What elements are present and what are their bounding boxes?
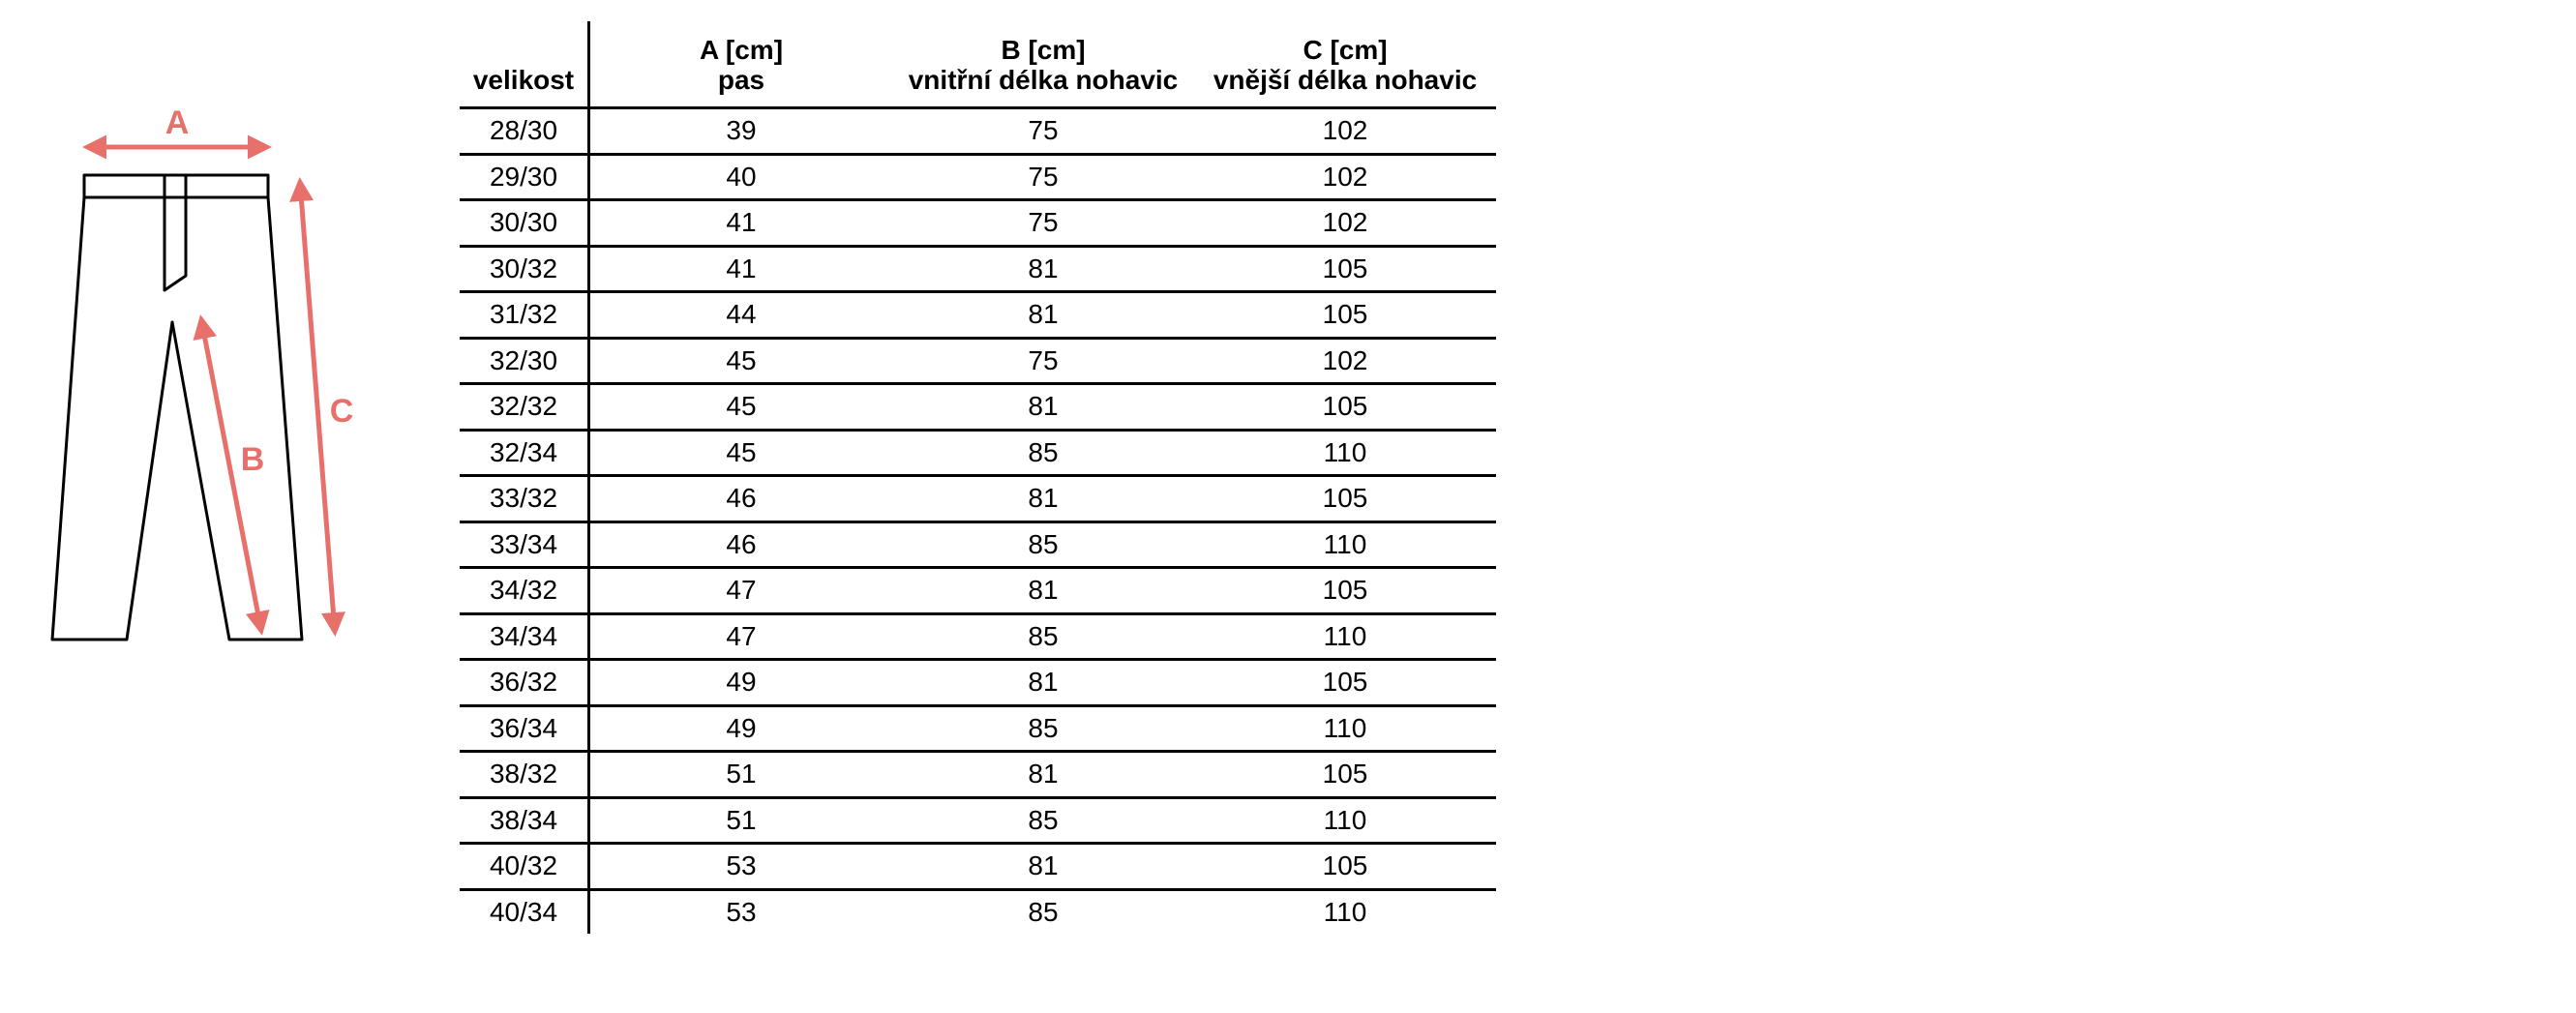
cell-c: 110 (1194, 705, 1496, 752)
cell-a: 53 (726, 896, 757, 927)
cell-c: 105 (1194, 246, 1496, 292)
cell-a: 41 (589, 200, 893, 247)
cell-a: 49 (589, 705, 893, 752)
header-a-subtitle: pas (717, 65, 765, 95)
table-row (460, 246, 1496, 292)
table-row (460, 338, 1496, 384)
header-b-title: B [cm] (1001, 35, 1086, 65)
cell-c: 105 (1194, 384, 1496, 431)
cell-b: 81 (892, 844, 1194, 890)
cell-b: 81 (892, 246, 1194, 292)
cell-a: 41 (589, 246, 893, 292)
cell-a: 45 (589, 338, 893, 384)
cell-b: 85 (892, 613, 1194, 660)
cell-size: 32/30 (460, 338, 589, 384)
table-row (460, 844, 1496, 890)
cell-size: 34/32 (460, 568, 589, 614)
cell-size: 38/34 (460, 797, 589, 844)
cell-size: 30/32 (460, 246, 589, 292)
header-b (892, 21, 1194, 108)
table-row (460, 292, 1496, 339)
header-size-label: velikost (472, 65, 575, 95)
cell-c: 110 (1323, 896, 1367, 927)
header-c-subtitle: vnější délka nohavic (1213, 65, 1478, 95)
table-row (460, 521, 1496, 568)
table-row (460, 613, 1496, 660)
cell-c: 105 (1194, 292, 1496, 339)
cell-b: 75 (892, 108, 1194, 155)
header-size (460, 21, 589, 108)
size-table (460, 21, 1496, 934)
cell-c: 105 (1194, 476, 1496, 522)
table-row (460, 797, 1496, 844)
cell-size: 32/34 (460, 430, 589, 476)
cell-b: 81 (892, 292, 1194, 339)
cell-a: 45 (589, 430, 893, 476)
cell-b: 85 (892, 705, 1194, 752)
label-c: C (329, 393, 354, 430)
table-row (460, 384, 1496, 431)
table-row (460, 660, 1496, 706)
cell-a: 47 (589, 568, 893, 614)
cell-a: 39 (589, 108, 893, 155)
label-a: A (165, 104, 190, 141)
cell-b: 81 (892, 568, 1194, 614)
cell-b: 81 (892, 476, 1194, 522)
cell-c: 102 (1194, 200, 1496, 247)
cell-b: 81 (892, 660, 1194, 706)
cell-b: 75 (892, 338, 1194, 384)
cell-a: 47 (589, 613, 893, 660)
cell-b: 85 (892, 430, 1194, 476)
cell-size: 36/34 (460, 705, 589, 752)
table-row (460, 476, 1496, 522)
table-body (460, 108, 1496, 935)
cell-size: 38/32 (460, 752, 589, 798)
header-a (589, 21, 893, 108)
cell-b: 85 (892, 797, 1194, 844)
cell-size: 29/30 (460, 154, 589, 200)
pants-measurement-diagram (0, 0, 426, 697)
cell-a: 46 (589, 521, 893, 568)
cell-c: 102 (1194, 338, 1496, 384)
cell-size: 40/32 (460, 844, 589, 890)
cell-size: 33/34 (460, 521, 589, 568)
table-row (460, 705, 1496, 752)
cell-c: 105 (1194, 660, 1496, 706)
cell-c: 110 (1194, 521, 1496, 568)
cell-c: 105 (1194, 568, 1496, 614)
cell-c: 102 (1194, 154, 1496, 200)
table-row (460, 154, 1496, 200)
cell-b: 81 (892, 384, 1194, 431)
cell-a: 44 (589, 292, 893, 339)
table-row (460, 889, 1496, 934)
cell-size: 36/32 (460, 660, 589, 706)
cell-c: 105 (1194, 752, 1496, 798)
cell-size: 30/30 (460, 200, 589, 247)
pants-outline-icon (52, 175, 302, 640)
table-row (460, 430, 1496, 476)
cell-size: 40/34 (460, 889, 589, 934)
cell-b: 85 (892, 521, 1194, 568)
table-row (460, 108, 1496, 155)
label-b: B (240, 441, 265, 478)
header-b-subtitle: vnitřní délka nohavic (908, 65, 1179, 95)
cell-size: 28/30 (460, 108, 589, 155)
cell-c: 110 (1194, 430, 1496, 476)
table-row (460, 752, 1496, 798)
cell-size: 34/34 (460, 613, 589, 660)
cell-a: 53 (589, 844, 893, 890)
cell-c: 102 (1194, 108, 1496, 155)
table-header-row (460, 21, 1496, 108)
header-a-title: A [cm] (699, 35, 784, 65)
cell-a: 49 (589, 660, 893, 706)
cell-c: 110 (1194, 613, 1496, 660)
cell-a: 45 (589, 384, 893, 431)
cell-a: 51 (589, 752, 893, 798)
cell-a: 40 (589, 154, 893, 200)
cell-a: 51 (589, 797, 893, 844)
cell-size: 31/32 (460, 292, 589, 339)
table-row (460, 568, 1496, 614)
table-row (460, 200, 1496, 247)
cell-b: 85 (1028, 896, 1059, 927)
cell-b: 75 (892, 154, 1194, 200)
cell-size: 32/32 (460, 384, 589, 431)
cell-b: 81 (892, 752, 1194, 798)
cell-c: 110 (1194, 797, 1496, 844)
cell-b: 75 (892, 200, 1194, 247)
cell-size: 33/32 (460, 476, 589, 522)
cell-c: 105 (1194, 844, 1496, 890)
header-c (1194, 21, 1496, 108)
header-c-title: C [cm] (1303, 35, 1388, 65)
cell-a: 46 (589, 476, 893, 522)
